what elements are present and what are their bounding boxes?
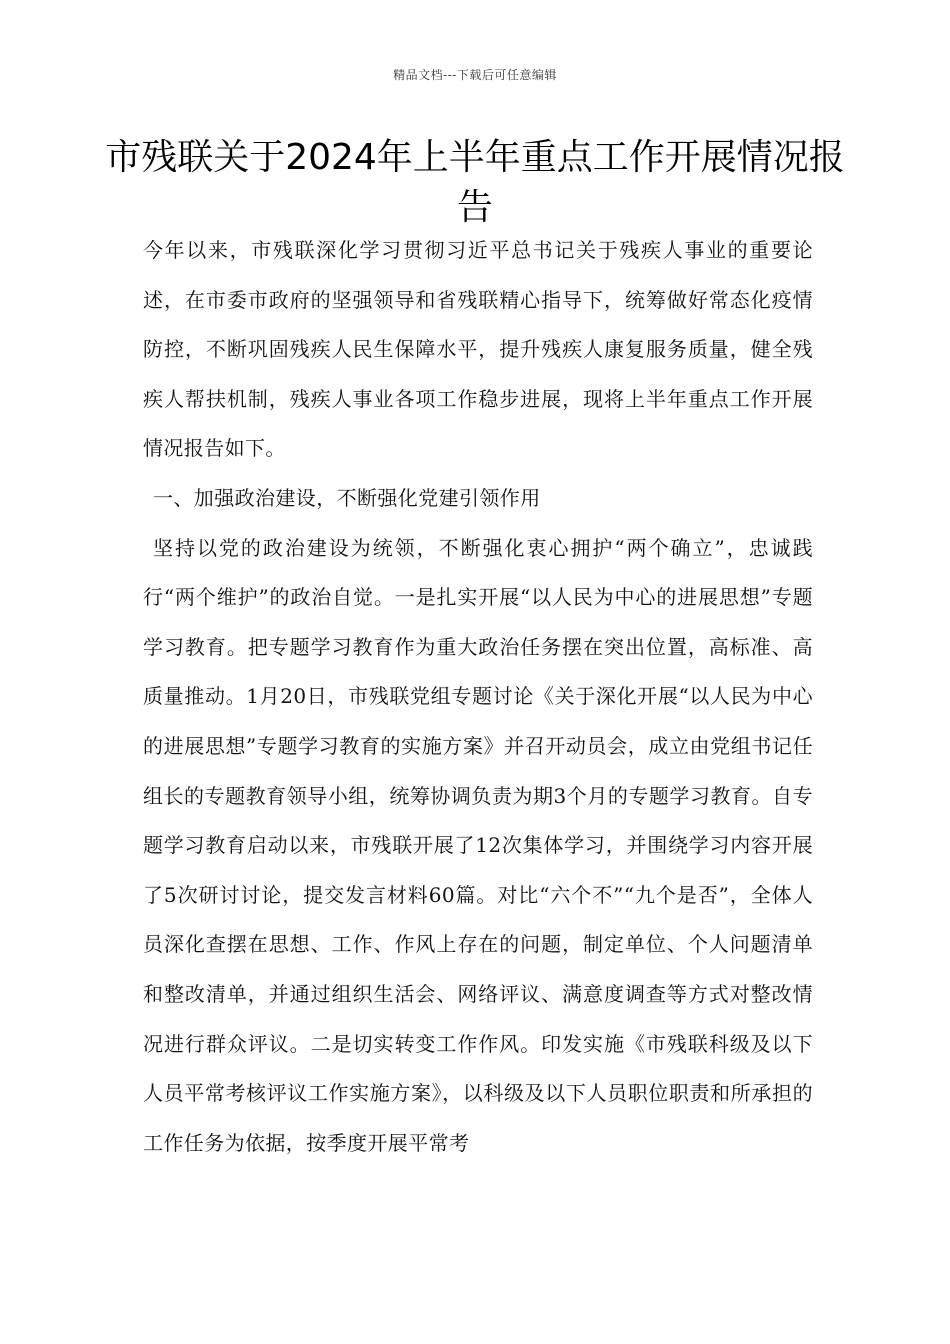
document-body [143,226,813,1168]
header-note: 精品文档---下载后可任意编辑 [393,68,557,82]
intro-paragraph: 今年以来，市残联深化学习贯彻习近平总书记关于残疾人事业的重要论述，在市委市政府的坚强领导和省残联精心指导下，统筹做好常态化疫情防控，不断巩固残疾人民生保障水平，提升残疾人康复服务质量，健全残疾人帮扶机制，残疾人事业各项工作稳步进展，现将上半年重点工作开展情况报告如下。 [143,238,813,461]
section-1-heading: 一、加强政治建设，不断强化党建引领作用 [153,485,541,510]
document-title: 市残联关于2024年上半年重点工作开展情况报告 [105,137,845,228]
section-1-paragraph: 坚持以党的政治建设为统领，不断强化衷心拥护“两个确立”，忠诚践行“两个维护”的政治自觉。一是扎实开展“以人民为中心的进展思想”专题学习教育。把专题学习教育作为重大政治任务摆在突出位置，高标准、高质量推动。1月20日，市残联党组专题讨论《关于深化开展“以人民为中心的进展思想”专题学习教育的实施方案》并召开动员会，成立由党组书记任组长的专题教育领导小组，统筹协调负责为期3个月的专题学习教育。自专题学习教育启动以来，市残联开展了12次集体学习，并围绕学习内容开展了5次研讨讨论，提交发言材料60篇。对比“六个不”“九个是否”，全体人员深化查摆在思想、工作、作风上存在的问题，制定单位、个人问题清单和整改清单，并通过组织生活会、网络评议、满意度调查等方式对整改情况进行群众评议。二是切实转变工作作风。印发实施《市残联科级及以下人员平常考核评议工作实施方案》，以科级及以下人员职位职责和所承担的工作任务为依据，按季度开展平常考 [143,535,813,1155]
